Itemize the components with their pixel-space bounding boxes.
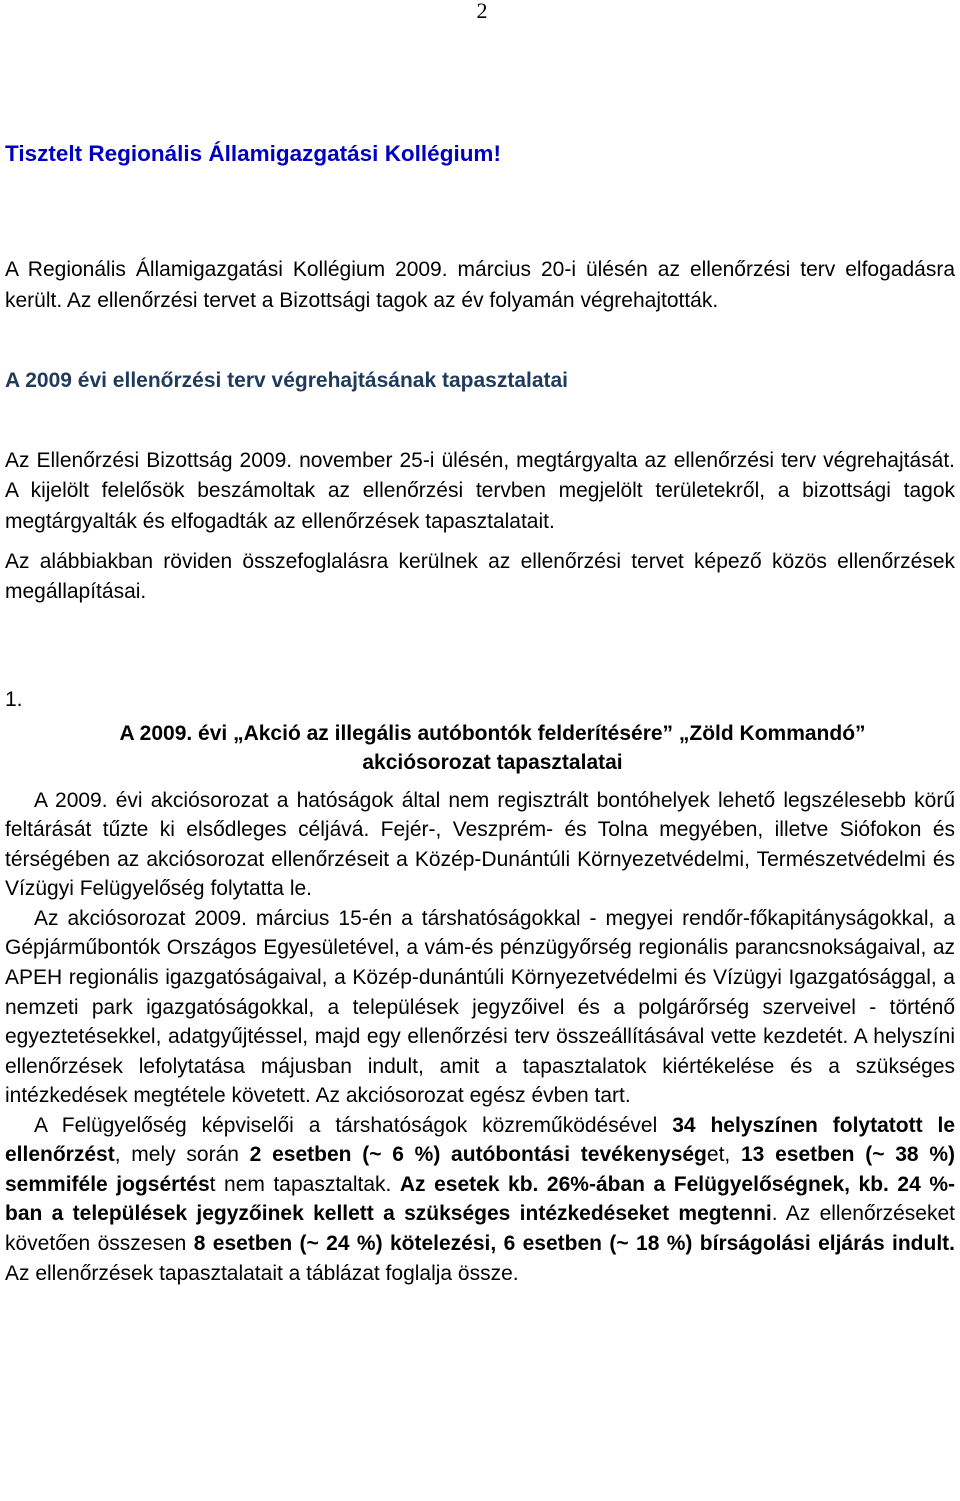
document-body [5, 138, 955, 1288]
results-text: et, [706, 1143, 741, 1167]
body-paragraph-goal: A 2009. évi akciósorozat a hatóságok által nem regisztrált bontóhelyek lehető legszélesebb körű feltárását tűzte ki elsődleges céljává. Fejér-, Veszprém- és Tolna megyében, illetve Siófokon és térségében az akciósorozat ellenőrzéseit a Közép-Dunántúli Környezetvédelmi, Természetvédelmi és Vízügyi Felügyelőség folytatta le. [5, 788, 955, 901]
results-highlight: 13 esetben (~ 38 %) semmiféle jogsértés [5, 1143, 955, 1196]
section-title-line-2: akciósorozat tapasztalatai [362, 750, 623, 774]
results-highlight: 2 esetben (~ 6 %) autóbontási tevékenység [249, 1143, 707, 1167]
body-paragraph-start: Az akciósorozat 2009. március 15-én a társhatóságokkal - megyei rendőr-főkapitányságokkal, a Gépjárműbontók Országos Egyesületével, a vám-és pénzügyőrség regionális parancsnokságaival, az APEH regionális igazgatóságaival, a Közép-dunántúli Környezetvédelmi és Vízügyi Igazgatósággal, a nemzeti park igazgatóságokkal, a települések jegyzőivel és a polgárőrség szerveivel - történő egyeztetésekkel, adatgyűjtéssel, majd egy ellenőrzési terv összeállításával vette kezdetét. A helyszíni ellenőrzések lefolytatása májusban indult, amit a tapasztalatok kiértékelése és a szükséges intézkedések megtétele követett. Az akciósorozat egész évben tart. [5, 906, 955, 1108]
intro-paragraph: A Regionális Államigazgatási Kollégium 2009. március 20-i ülésén az ellenőrzési terv elfogadásra került. Az ellenőrzési tervet a Bizottsági tagok az év folyamán végrehajtották. [5, 258, 955, 312]
results-highlight: 8 esetben (~ 24 %) kötelezési, 6 esetben (~ 18 %) bírságolási eljárás indult. [193, 1231, 955, 1255]
results-text: , mely során [114, 1143, 250, 1167]
page-number: 2 [476, 0, 488, 23]
results-highlight: Az esetek kb. 26%-ában a Felügyelőségnek, kb. 24 %-ban a települések jegyzőinek kellett a szükséges intézkedéseket megtenni [5, 1172, 955, 1226]
section-title-line-1: A 2009. évi „Akció az illegális autóbontók felderítésére” „Zöld Kommandó” [119, 721, 866, 745]
paragraph-summary-intro: Az alábbiakban röviden összefoglalásra kerülnek az ellenőrzési tervet képező közös ellenőrzések megállapításai. [5, 549, 955, 604]
paragraph-committee-meeting: Az Ellenőrzési Bizottság 2009. november 25-i ülésén, megtárgyalta az ellenőrzési terv végrehajtását. A kijelölt felelősök beszámoltak az ellenőrzési tervben megjelölt területekről, a bizottsági tagok megtárgyalták és elfogadták az ellenőrzések tapasztalatait. [5, 448, 955, 533]
results-text: A Felügyelőség képviselői a társhatóságok közreműködésével [34, 1113, 673, 1137]
results-text: t nem tapasztaltak. [209, 1172, 400, 1196]
results-text: Az ellenőrzések tapasztalatait a táblázat foglalja össze. [5, 1261, 519, 1285]
results-text: . Az ellenőrzéseket követően összesen [5, 1202, 955, 1255]
results-highlight: 34 helyszínen folytatott le ellenőrzést [5, 1113, 956, 1167]
section-number: 1. [5, 687, 23, 711]
section-body [5, 786, 955, 1288]
greeting-heading: Tisztelt Regionális Államigazgatási Kollégium! [5, 141, 501, 166]
body-paragraph-results [5, 1111, 955, 1288]
section-title [5, 719, 955, 777]
subheading: A 2009 évi ellenőrzési terv végrehajtásának tapasztalatai [5, 369, 569, 393]
